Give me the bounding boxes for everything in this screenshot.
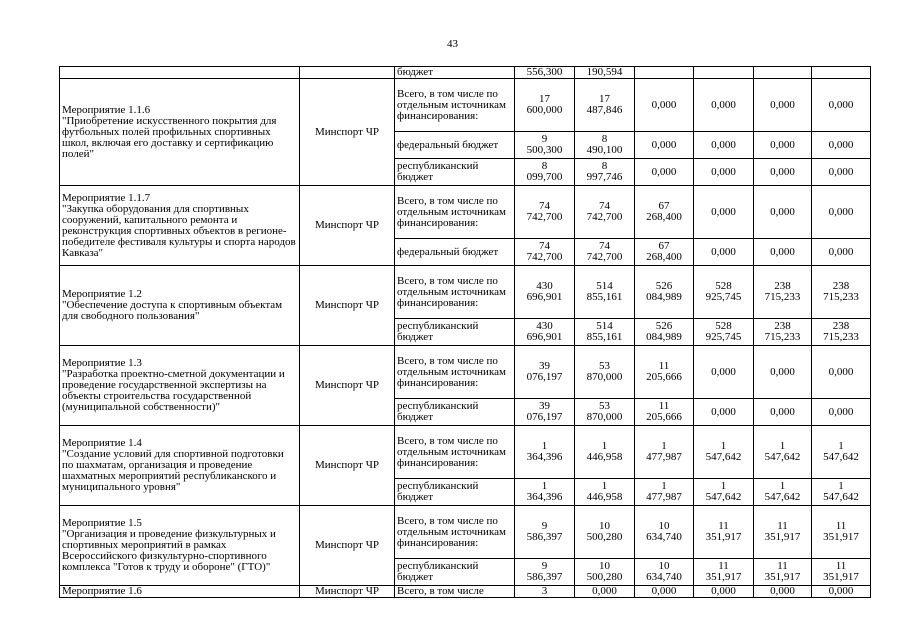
amount-cell: 430 696,901 <box>515 266 575 319</box>
amount-cell <box>694 67 754 79</box>
amount-cell: 0,000 <box>694 79 754 132</box>
amount-cell <box>812 67 871 79</box>
amount-cell: 0,000 <box>812 346 871 399</box>
executor-cell: Минспорт ЧР <box>300 79 395 186</box>
amount-cell: 8 997,746 <box>575 159 635 186</box>
amount-cell: 11 351,917 <box>754 506 812 559</box>
funding-source-cell: бюджет <box>395 67 515 79</box>
table-row <box>60 346 871 399</box>
amount-cell: 238 715,233 <box>812 266 871 319</box>
amount-cell: 8 490,100 <box>575 132 635 159</box>
amount-cell: 0,000 <box>754 132 812 159</box>
amount-cell: 10 634,740 <box>635 559 694 586</box>
funding-source-cell: Всего, в том числе <box>395 586 515 598</box>
measure-name-cell <box>60 67 300 79</box>
amount-cell: 1 547,642 <box>694 426 754 479</box>
table-row <box>60 186 871 239</box>
amount-cell: 190,594 <box>575 67 635 79</box>
amount-cell: 0,000 <box>694 399 754 426</box>
amount-cell: 9 500,300 <box>515 132 575 159</box>
amount-cell: 0,000 <box>754 239 812 266</box>
amount-cell: 0,000 <box>694 346 754 399</box>
executor-cell: Минспорт ЧР <box>300 346 395 426</box>
table-row <box>60 506 871 559</box>
amount-cell: 39 076,197 <box>515 346 575 399</box>
amount-cell: 11 351,917 <box>812 559 871 586</box>
amount-cell: 1 364,396 <box>515 426 575 479</box>
amount-cell: 0,000 <box>754 186 812 239</box>
amount-cell: 11 351,917 <box>694 559 754 586</box>
amount-cell: 0,000 <box>694 186 754 239</box>
table-row <box>60 67 871 79</box>
amount-cell: 39 076,197 <box>515 399 575 426</box>
measure-name-cell: Мероприятие 1.4 "Создание условий для спортивной подготовки по шахматам, организация и проведение шахматных мероприятий республиканского и муниципального уровня" <box>60 426 300 506</box>
measure-name-cell: Мероприятие 1.3 "Разработка проектно-сметной документации и проведение государственной экспертизы на объекты строительства государственной (муниципальной собственности)" <box>60 346 300 426</box>
amount-cell: 1 547,642 <box>754 426 812 479</box>
funding-source-cell: республиканский бюджет <box>395 399 515 426</box>
executor-cell: Минспорт ЧР <box>300 586 395 598</box>
funding-source-cell: республиканский бюджет <box>395 159 515 186</box>
amount-cell: 10 634,740 <box>635 506 694 559</box>
amount-cell: 0,000 <box>812 586 871 598</box>
table-row <box>60 266 871 319</box>
amount-cell: 0,000 <box>812 159 871 186</box>
amount-cell: 17 487,846 <box>575 79 635 132</box>
amount-cell: 0,000 <box>812 239 871 266</box>
funding-source-cell: республиканский бюджет <box>395 479 515 506</box>
amount-cell: 9 586,397 <box>515 559 575 586</box>
amount-cell: 430 696,901 <box>515 319 575 346</box>
budget-table <box>59 66 871 598</box>
measure-name-cell: Мероприятие 1.1.6 "Приобретение искусственного покрытия для футбольных полей профильных спортивных школ, включая его доставку и сертификацию полей" <box>60 79 300 186</box>
measure-name-cell: Мероприятие 1.1.7 "Закупка оборудования для спортивных сооружений, капитального ремонта и реконструкция спортивных объектов в регионе-победителе фестиваля культуры и спорта народов Кавказа" <box>60 186 300 266</box>
amount-cell: 74 742,700 <box>575 186 635 239</box>
amount-cell: 0,000 <box>694 159 754 186</box>
amount-cell <box>754 67 812 79</box>
table-row <box>60 79 871 132</box>
amount-cell: 0,000 <box>812 399 871 426</box>
funding-source-cell: республиканский бюджет <box>395 319 515 346</box>
amount-cell: 9 586,397 <box>515 506 575 559</box>
amount-cell: 514 855,161 <box>575 319 635 346</box>
amount-cell: 238 715,233 <box>754 266 812 319</box>
executor-cell: Минспорт ЧР <box>300 186 395 266</box>
executor-cell: Минспорт ЧР <box>300 506 395 586</box>
amount-cell: 1 547,642 <box>812 426 871 479</box>
amount-cell: 17 600,000 <box>515 79 575 132</box>
amount-cell: 0,000 <box>812 132 871 159</box>
amount-cell: 11 351,917 <box>812 506 871 559</box>
funding-source-cell: Всего, в том числе по отдельным источникам финансирования: <box>395 426 515 479</box>
page-number: 43 <box>447 38 458 50</box>
amount-cell: 0,000 <box>635 159 694 186</box>
amount-cell: 0,000 <box>812 79 871 132</box>
amount-cell: 11 351,917 <box>694 506 754 559</box>
amount-cell: 11 205,666 <box>635 399 694 426</box>
amount-cell: 10 500,280 <box>575 559 635 586</box>
table-row <box>60 586 871 598</box>
amount-cell: 1 446,958 <box>575 426 635 479</box>
amount-cell: 1 446,958 <box>575 479 635 506</box>
executor-cell: Минспорт ЧР <box>300 426 395 506</box>
amount-cell: 74 742,700 <box>575 239 635 266</box>
amount-cell: 0,000 <box>754 159 812 186</box>
amount-cell: 53 870,000 <box>575 346 635 399</box>
amount-cell: 1 547,642 <box>754 479 812 506</box>
amount-cell: 3 <box>515 586 575 598</box>
amount-cell: 0,000 <box>575 586 635 598</box>
amount-cell: 0,000 <box>754 79 812 132</box>
funding-source-cell: республиканский бюджет <box>395 559 515 586</box>
amount-cell <box>635 67 694 79</box>
amount-cell: 74 742,700 <box>515 186 575 239</box>
amount-cell: 74 742,700 <box>515 239 575 266</box>
amount-cell: 1 547,642 <box>812 479 871 506</box>
amount-cell: 11 205,666 <box>635 346 694 399</box>
amount-cell: 514 855,161 <box>575 266 635 319</box>
amount-cell: 67 268,400 <box>635 239 694 266</box>
amount-cell: 1 547,642 <box>694 479 754 506</box>
table-row <box>60 426 871 479</box>
amount-cell: 0,000 <box>754 586 812 598</box>
amount-cell: 526 084,989 <box>635 266 694 319</box>
funding-source-cell: федеральный бюджет <box>395 239 515 266</box>
amount-cell: 53 870,000 <box>575 399 635 426</box>
amount-cell: 10 500,280 <box>575 506 635 559</box>
amount-cell: 8 099,700 <box>515 159 575 186</box>
amount-cell: 0,000 <box>812 186 871 239</box>
amount-cell: 67 268,400 <box>635 186 694 239</box>
amount-cell: 526 084,989 <box>635 319 694 346</box>
amount-cell: 0,000 <box>694 586 754 598</box>
funding-source-cell: Всего, в том числе по отдельным источникам финансирования: <box>395 186 515 239</box>
funding-source-cell: Всего, в том числе по отдельным источникам финансирования: <box>395 79 515 132</box>
amount-cell: 528 925,745 <box>694 266 754 319</box>
measure-name-cell: Мероприятие 1.6 <box>60 586 300 598</box>
amount-cell: 11 351,917 <box>754 559 812 586</box>
amount-cell: 528 925,745 <box>694 319 754 346</box>
executor-cell <box>300 67 395 79</box>
amount-cell: 238 715,233 <box>754 319 812 346</box>
amount-cell: 0,000 <box>694 239 754 266</box>
amount-cell: 0,000 <box>754 346 812 399</box>
amount-cell: 0,000 <box>694 132 754 159</box>
funding-source-cell: Всего, в том числе по отдельным источникам финансирования: <box>395 346 515 399</box>
measure-name-cell: Мероприятие 1.5 "Организация и проведение физкультурных и спортивных мероприятий в рамках Всероссийского физкультурно-спортивного комплекса "Готов к труду и обороне" (ГТО)" <box>60 506 300 586</box>
amount-cell: 1 364,396 <box>515 479 575 506</box>
amount-cell: 0,000 <box>635 586 694 598</box>
amount-cell: 1 477,987 <box>635 426 694 479</box>
measure-name-cell: Мероприятие 1.2 "Обеспечение доступа к спортивным объектам для свободного пользования" <box>60 266 300 346</box>
amount-cell: 0,000 <box>635 132 694 159</box>
funding-source-cell: Всего, в том числе по отдельным источникам финансирования: <box>395 506 515 559</box>
amount-cell: 556,300 <box>515 67 575 79</box>
amount-cell: 1 477,987 <box>635 479 694 506</box>
amount-cell: 238 715,233 <box>812 319 871 346</box>
executor-cell: Минспорт ЧР <box>300 266 395 346</box>
amount-cell: 0,000 <box>635 79 694 132</box>
amount-cell: 0,000 <box>754 399 812 426</box>
funding-source-cell: федеральный бюджет <box>395 132 515 159</box>
funding-source-cell: Всего, в том числе по отдельным источникам финансирования: <box>395 266 515 319</box>
